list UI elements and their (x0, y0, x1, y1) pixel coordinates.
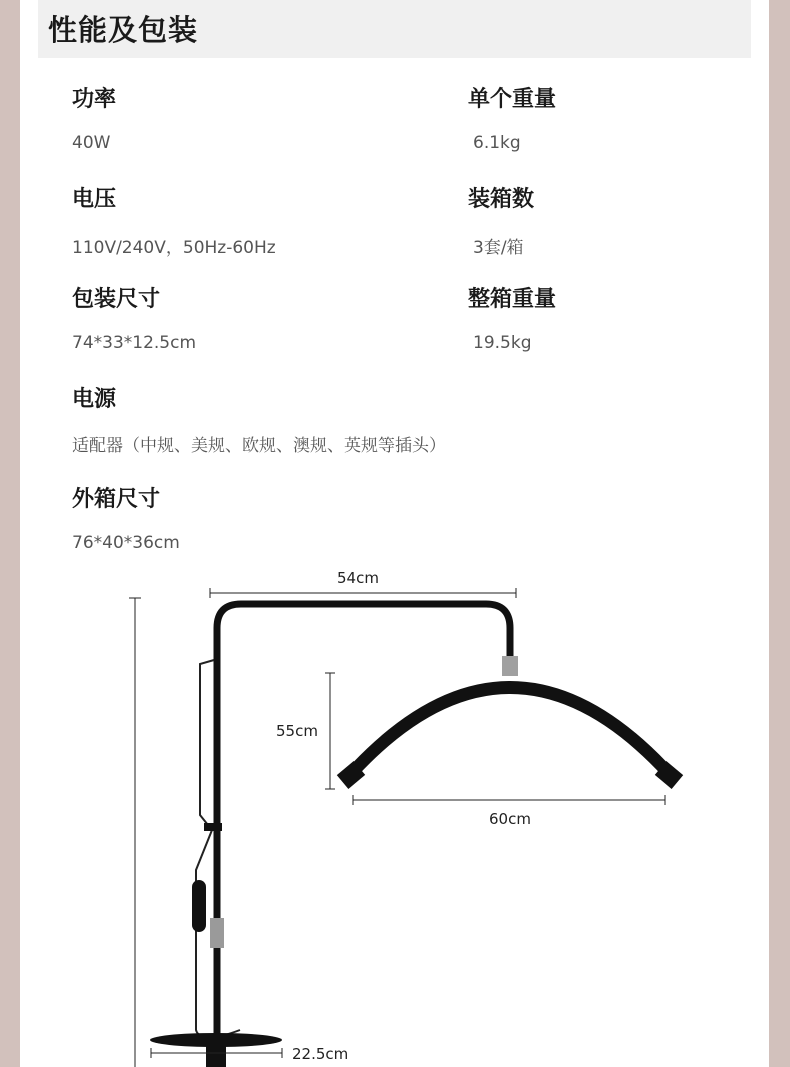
inline-switch (192, 880, 206, 932)
base-clamp (206, 1044, 226, 1067)
arc-width-label: 60cm (489, 810, 531, 828)
package-size-value: 74*33*12.5cm (72, 333, 197, 353)
total-height-dimension-line (129, 598, 141, 1067)
half-moon-lamp (350, 688, 670, 776)
cable-clip (204, 823, 222, 831)
box-count-value: 3套/箱 (473, 238, 524, 258)
arm-width-dimension-line (210, 588, 516, 598)
unit-weight-value: 6.1kg (473, 133, 521, 153)
arc-width-dimension-line (353, 795, 665, 805)
package-size-label: 包装尺寸 (72, 287, 161, 312)
lamp-arm (217, 604, 510, 1040)
lamp-light-strip (357, 695, 663, 778)
box-count-label: 装箱数 (468, 187, 535, 212)
outer-box-size-value: 76*40*36cm (72, 533, 180, 553)
power-source-value: 适配器（中规、美规、欧规、澳规、英规等插头） (72, 436, 446, 456)
outer-box-size-label: 外箱尺寸 (72, 487, 161, 512)
arm-width-label: 54cm (337, 569, 379, 587)
voltage-label: 电压 (72, 187, 117, 212)
arc-height-label: 55cm (276, 722, 318, 740)
arc-connector (502, 656, 518, 676)
power-value: 40W (72, 133, 111, 153)
pole-joint (210, 918, 224, 948)
unit-weight-label: 单个重量 (468, 87, 557, 112)
section-title: 性能及包装 (48, 13, 199, 47)
power-source-label: 电源 (72, 387, 117, 412)
base-diameter-label: 22.5cm (292, 1045, 349, 1063)
voltage-value: 110V/240V，50Hz-60Hz (72, 238, 276, 258)
box-weight-value: 19.5kg (473, 333, 532, 353)
power-label: 功率 (72, 87, 117, 112)
box-weight-label: 整箱重量 (468, 287, 557, 312)
arc-height-dimension-line (325, 673, 335, 789)
